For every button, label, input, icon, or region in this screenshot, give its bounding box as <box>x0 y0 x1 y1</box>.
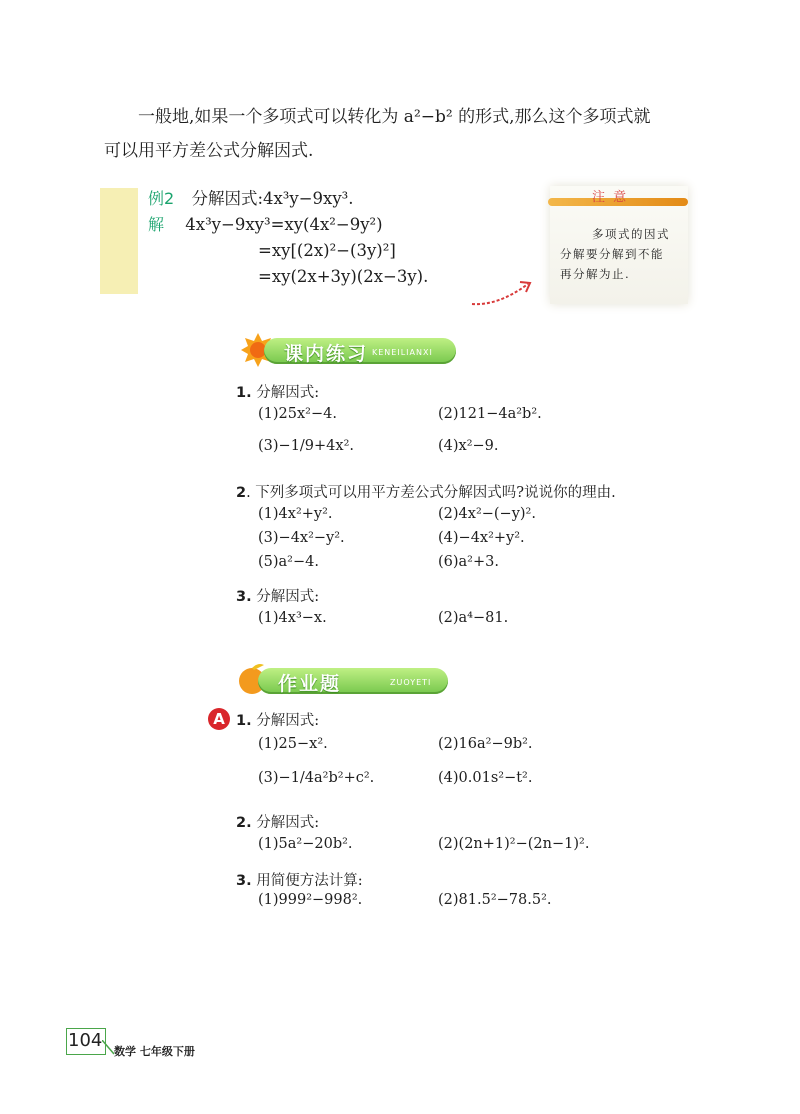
page-number: 104 <box>68 1030 103 1051</box>
practice-3-item-1: (1)4x³−x. <box>258 610 327 626</box>
practice-banner <box>240 334 456 366</box>
solution-label: 解 <box>148 215 165 234</box>
note-text <box>560 224 680 284</box>
problem-number: 1. <box>236 713 252 729</box>
practice-problem-2 <box>236 482 616 504</box>
homework-1-item-2: (2)16a²−9b². <box>438 736 533 752</box>
practice-title: 课内练习 <box>284 343 369 365</box>
example-block <box>148 186 428 290</box>
problem-number: 3. <box>236 873 252 889</box>
homework-1-item-3: (3)−1/4a²b²+c². <box>258 770 375 786</box>
homework-2-item-2: (2)(2n+1)²−(2n−1)². <box>438 836 590 852</box>
book-title: 数学 七年级下册 <box>114 1045 195 1058</box>
homework-problem-3 <box>236 870 363 892</box>
homework-problem-1 <box>236 710 319 732</box>
homework-2-item-1: (1)5a²−20b². <box>258 836 353 852</box>
practice-1-item-4: (4)x²−9. <box>438 438 499 454</box>
homework-3-item-1: (1)999²−998². <box>258 892 363 908</box>
practice-2-item-3: (3)−4x²−y². <box>258 530 345 546</box>
homework-3-item-2: (2)81.5²−78.5². <box>438 892 552 908</box>
example-prompt: 分解因式:4x³y−9xy³. <box>191 189 354 208</box>
problem-number: 2. <box>236 815 252 831</box>
practice-1-item-3: (3)−1/9+4x². <box>258 438 354 454</box>
intro-paragraph <box>104 100 704 168</box>
problem-text: 分解因式: <box>256 589 320 605</box>
practice-1-item-1: (1)25x²−4. <box>258 406 337 422</box>
example-side-bar <box>100 188 138 294</box>
example-label: 例2 <box>148 189 175 208</box>
practice-problem-3 <box>236 586 319 608</box>
solution-step-3: =xy(2x+3y)(2x−3y). <box>258 267 429 286</box>
arrow-icon <box>468 276 538 308</box>
problem-number: 3. <box>236 589 252 605</box>
intro-line-2: 可以用平方差公式分解因式. <box>104 141 314 161</box>
practice-subtitle: KENEILIANXI <box>372 348 433 357</box>
practice-1-item-2: (2)121−4a²b². <box>438 406 542 422</box>
practice-2-item-5: (5)a²−4. <box>258 554 319 570</box>
solution-step-2: =xy[(2x)²−(3y)²] <box>258 241 396 260</box>
problem-number: 1. <box>236 385 252 401</box>
level-a-badge: A <box>208 708 230 730</box>
homework-1-item-4: (4)0.01s²−t². <box>438 770 533 786</box>
practice-2-item-4: (4)−4x²+y². <box>438 530 525 546</box>
note-title: 注 意 <box>592 190 629 205</box>
problem-text: . 下列多项式可以用平方差公式分解因式吗?说说你的理由. <box>246 485 616 501</box>
solution-step-1: 4x³y−9xy³=xy(4x²−9y²) <box>185 215 383 234</box>
practice-problem-1 <box>236 382 319 404</box>
homework-1-item-1: (1)25−x². <box>258 736 328 752</box>
intro-line-1: 一般地,如果一个多项式可以转化为 a²−b² 的形式,那么这个多项式就 <box>138 107 651 127</box>
homework-banner <box>236 662 448 696</box>
note-line-3: 再分解为止. <box>560 267 631 281</box>
homework-title: 作业题 <box>278 673 342 695</box>
practice-2-item-2: (2)4x²−(−y)². <box>438 506 536 522</box>
practice-2-item-1: (1)4x²+y². <box>258 506 333 522</box>
note-line-2: 分解要分解到不能 <box>560 247 664 261</box>
homework-problem-2 <box>236 812 319 834</box>
problem-text: 分解因式: <box>256 713 320 729</box>
problem-text: 分解因式: <box>256 815 320 831</box>
note-line-1: 多项式的因式 <box>592 227 670 241</box>
homework-subtitle: ZUOYETI <box>390 678 432 687</box>
problem-number: 2 <box>236 485 247 501</box>
problem-text: 用简便方法计算: <box>256 873 363 889</box>
problem-text: 分解因式: <box>256 385 320 401</box>
practice-3-item-2: (2)a⁴−81. <box>438 610 509 626</box>
practice-2-item-6: (6)a²+3. <box>438 554 499 570</box>
